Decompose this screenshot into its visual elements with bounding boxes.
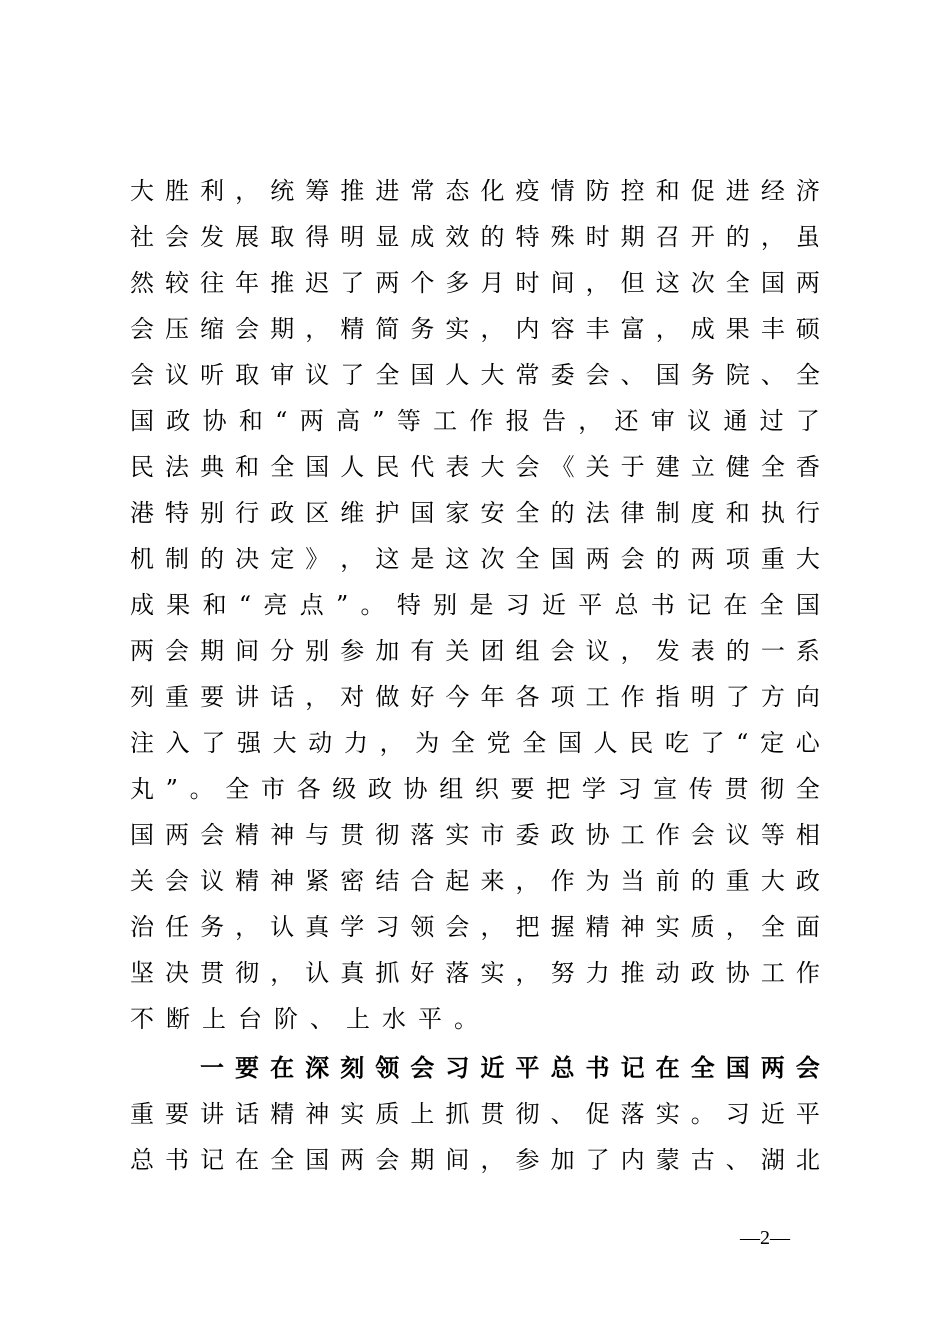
section-heading-line: 一 要 在 深 刻 领 会 习 近 平 总 书 记 在 全 国 两 会 [200, 1053, 820, 1082]
text-line: 成 果 和 “ 亮 点 ” 。 特 别 是 习 近 平 总 书 记 在 全 国 [130, 591, 820, 619]
text-line: 不断上台阶、上水平。 [130, 1005, 490, 1033]
text-line: 两 会 期 间 分 别 参 加 有 关 团 组 会 议 ， 发 表 的 一 系 [130, 637, 820, 665]
text-line: 然 较 往 年 推 迟 了 两 个 多 月 时 间 ， 但 这 次 全 国 两 [130, 269, 820, 297]
text-line: 大 胜 利 ， 统 筹 推 进 常 态 化 疫 情 防 控 和 促 进 经 济 [130, 177, 820, 205]
text-line: 国 两 会 精 神 与 贯 彻 落 实 市 委 政 协 工 作 会 议 等 相 [130, 821, 820, 849]
text-line: 关 会 议 精 神 紧 密 结 合 起 来 ， 作 为 当 前 的 重 大 政 [130, 867, 820, 895]
text-line: 坚 决 贯 彻 ， 认 真 抓 好 落 实 ， 努 力 推 动 政 协 工 作 [130, 959, 820, 987]
text-line: 列 重 要 讲 话 ， 对 做 好 今 年 各 项 工 作 指 明 了 方 向 [130, 683, 820, 711]
text-line: 国 政 协 和 “ 两 高 ” 等 工 作 报 告 ， 还 审 议 通 过 了 [130, 407, 820, 435]
text-line: 重 要 讲 话 精 神 实 质 上 抓 贯 彻 、 促 落 实 。 习 近 平 [130, 1100, 820, 1128]
page-number: —2— [740, 1227, 790, 1249]
text-line: 民 法 典 和 全 国 人 民 代 表 大 会 《 关 于 建 立 健 全 香 [130, 453, 820, 481]
text-line: 机 制 的 决 定 》 ， 这 是 这 次 全 国 两 会 的 两 项 重 大 [130, 545, 820, 573]
text-line: 治 任 务 ， 认 真 学 习 领 会 ， 把 握 精 神 实 质 ， 全 面 [130, 913, 820, 941]
text-line: 社 会 发 展 取 得 明 显 成 效 的 特 殊 时 期 召 开 的 ， 虽 [130, 223, 820, 251]
body-text [130, 168, 820, 1183]
text-line: 总 书 记 在 全 国 两 会 期 间 ， 参 加 了 内 蒙 古 、 湖 北 [130, 1146, 820, 1174]
text-line: 丸 ” 。 全 市 各 级 政 协 组 织 要 把 学 习 宣 传 贯 彻 全 [130, 775, 820, 803]
text-line: 注 入 了 强 大 动 力 ， 为 全 党 全 国 人 民 吃 了 “ 定 心 [130, 729, 820, 757]
text-line: 港 特 别 行 政 区 维 护 国 家 安 全 的 法 律 制 度 和 执 行 [130, 499, 820, 527]
text-line: 会 议 听 取 审 议 了 全 国 人 大 常 委 会 、 国 务 院 、 全 [130, 361, 820, 389]
text-line: 会 压 缩 会 期 ， 精 简 务 实 ， 内 容 丰 富 ， 成 果 丰 硕 [130, 315, 820, 343]
